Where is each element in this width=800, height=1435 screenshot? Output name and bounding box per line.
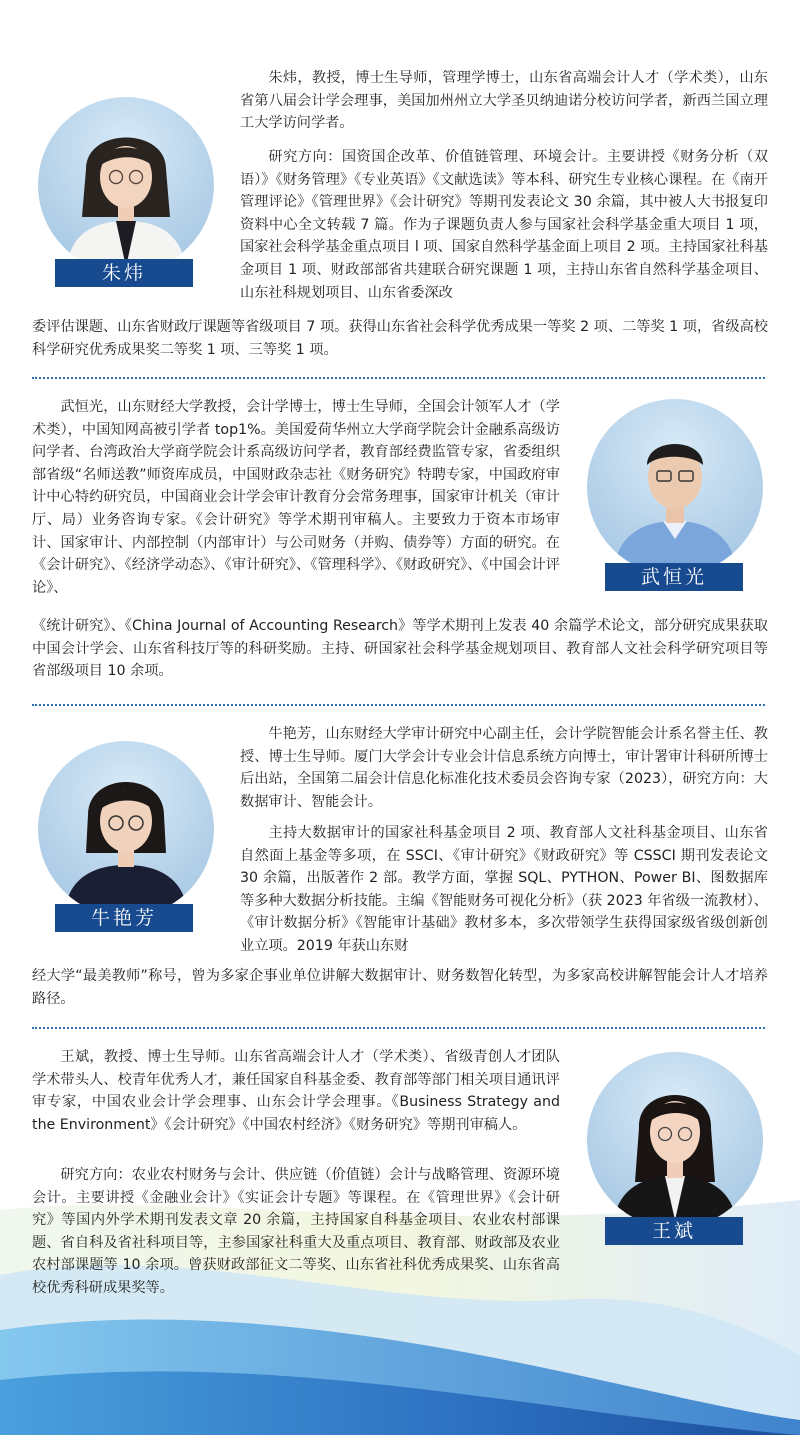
name-label: 武恒光 — [605, 563, 743, 591]
bio-text-continued: 《统计研究》、《China Journal of Accounting Research》等学术期刊上发表 40 余篇学术论文，部分研究成果获取中国会计学会、山东省科技厅等的科研奖励。主持、研国家社会科学基金规划项目、教育部人文社会科学研究项目等省部级项目 10 余项。 — [32, 618, 768, 680]
portrait-photo — [587, 1052, 763, 1228]
section-divider — [32, 704, 765, 706]
research-text-continued: 委评估课题、山东省财政厅课题等省级项目 7 项。获得山东省社会科学优秀成果一等奖 2 项、二等奖 1 项，省级高校科学研究优秀成果奖二等奖 1 项、三等奖 1 项。 — [32, 319, 768, 358]
name-label: 朱炜 — [55, 259, 193, 287]
portrait-photo — [587, 399, 763, 575]
section-divider — [32, 1027, 765, 1029]
bio-text: 武恒光，山东财经大学教授，会计学博士，博士生导师，全国会计领军人才（学术类），中国知网高被引学者 top1%。美国爱荷华州立大学商学院会计金融系高级访问学者、台湾政治大学商学院会计系高级访问学者，教育部经费监管专家，省委组织部省级“名师送教”师资库成员，中国财政杂志社《财务研究》特聘专家，中国政府审计中心特约研究员，中国商业会计学会审计教育分会常务理事，国家审计机关（审计厅、局）业务咨询专家。《会计研究》等学术期刊审稿人。主要致力于资本市场审计、国家审计、内部控制（内部审计）与公司财务（并购、债券等）方面的研究。在《会计研究》、《经济学动态》、《审计研究》、《管理科学》、《财政研究》、《中国会计评论》、 — [32, 399, 560, 596]
bio-text: 王斌，教授、博士生导师。山东省高端会计人才（学术类）、省级青创人才团队学术带头人、校青年优秀人才，兼任国家自科基金委、教育部等部门相关项目通讯评审专家，中国农业会计学会理事、山东会计学会理事。《Business Strategy and the Environment》《会计研究》《中国农村经济》《财务研究》等期刊审稿人。 — [32, 1049, 560, 1133]
research-text: 研究方向：农业农村财务与会计、供应链（价值链）会计与战略管理、资源环境会计。主要讲授《金融业会计》《实证会计专题》等课程。在《管理世界》《会计研究》等国内外学术期刊发表文章 20 余篇，主持国家自科基金项目、农业农村部课题、省自科及省社科项目等，主参国家社科重大及重点项目、教育部、财政部及农业农村部课题等 10 余项。曾获财政部征文二等奖、山东省社科优秀成果奖、山东省高校优秀科研成果奖等。 — [32, 1167, 560, 1296]
research-text: 主持大数据审计的国家社科基金项目 2 项、教育部人文社科基金项目、山东省自然面上基金等多项，在 SSCI、《审计研究》《财政研究》等 CSSCI 期刊发表论文 30 余篇，出版著作 2 部。教学方面，掌握 SQL、PYTHON、Power BI、图数据库等多种大数据分析技能。主编《智能财务可视化分析》（获 2023 年省级一流教材）、《审计数据分析》《智能审计基础》教材多本，多次带领学生获得国家级省级创新创业立项。2019 年获山东财 — [240, 825, 768, 954]
name-label: 王斌 — [605, 1217, 743, 1245]
name-label: 牛艳芳 — [55, 904, 193, 932]
section-divider — [32, 377, 765, 379]
bio-text: 朱炜，教授，博士生导师，管理学博士，山东省高端会计人才（学术类），山东省第八届会计学会理事，美国加州州立大学圣贝纳迪诺分校访问学者，新西兰国立理工大学访问学者。 — [240, 70, 768, 132]
portrait-photo — [38, 97, 214, 273]
bio-text: 牛艳芳，山东财经大学审计研究中心副主任，会计学院智能会计系名誉主任、教授、博士生导师。厦门大学会计专业会计信息系统方向博士，审计署审计科研所博士后出站，全国第二届会计信息化标准化技术委员会咨询专家（2023），研究方向：大数据审计、智能会计。 — [240, 726, 768, 810]
research-text: 研究方向：国资国企改革、价值链管理、环境会计。主要讲授《财务分析（双语）》《财务管理》《专业英语》《文献选读》等本科、研究生专业核心课程。在《南开管理评论》《管理世界》《会计研究》等期刊发表论文 30 余篇，其中被人大书报复印资料中心全文转载 7 篇。作为子课题负责人参与国家社会科学基金重大项目 1 项，国家社会科学基金重点项目 l 项、国家自然科学基金面上项目 2 项。主持国家社科基金项目 1 项、财政部部省共建联合研究课题 1 项，主持山东省自然科学基金项目、山东社科规划项目、山东省委深改 — [240, 149, 768, 301]
portrait-photo — [38, 741, 214, 917]
research-text-continued: 经大学“最美教师”称号，曾为多家企事业单位讲解大数据审计、财务数智化转型，为多家高校讲解智能会计人才培养路径。 — [32, 968, 768, 1007]
